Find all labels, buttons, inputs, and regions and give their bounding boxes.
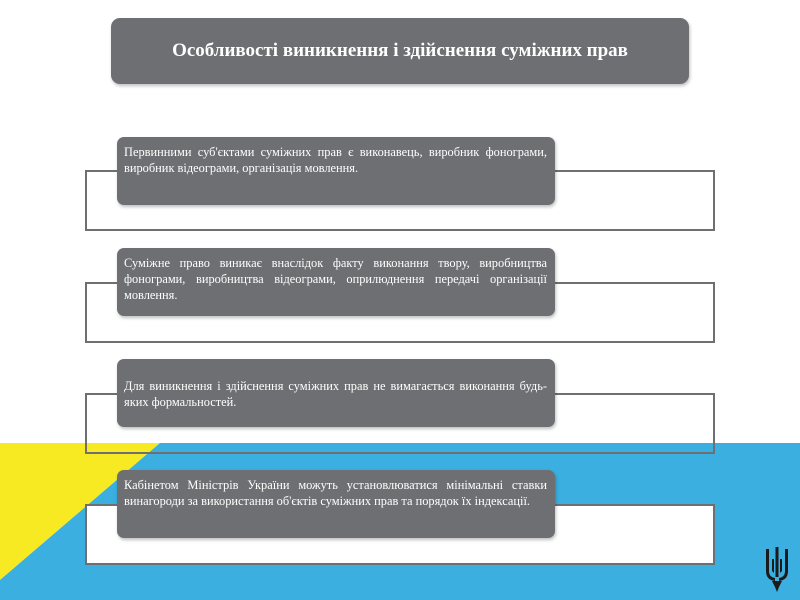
item-text-4: Кабінетом Міністрів України можуть установлюватися мінімальні ставки винагороди за використання об'єктів суміжних прав та порядок їх індексації. (124, 478, 547, 508)
item-box-4 (117, 470, 555, 538)
item-box-1 (117, 137, 555, 205)
item-box-3 (117, 359, 555, 427)
diagram-title: Особливості виникнення і здійснення суміжних прав (111, 18, 689, 84)
item-text-3: Для виникнення і здійснення суміжних прав не вимагається виконання будь-яких формальностей. (124, 379, 547, 409)
item-text-1: Первинними суб'єктами суміжних прав є виконавець, виробник фонограми, виробник відеограми, організація мовлення. (124, 145, 547, 175)
item-box-2 (117, 248, 555, 316)
ukraine-trident-icon (764, 547, 790, 592)
item-text-2: Суміжне право виникає внаслідок факту виконання твору, виробництва фонограми, виробництва відеограми, оприлюднення передачі організації мовлення. (124, 256, 547, 302)
